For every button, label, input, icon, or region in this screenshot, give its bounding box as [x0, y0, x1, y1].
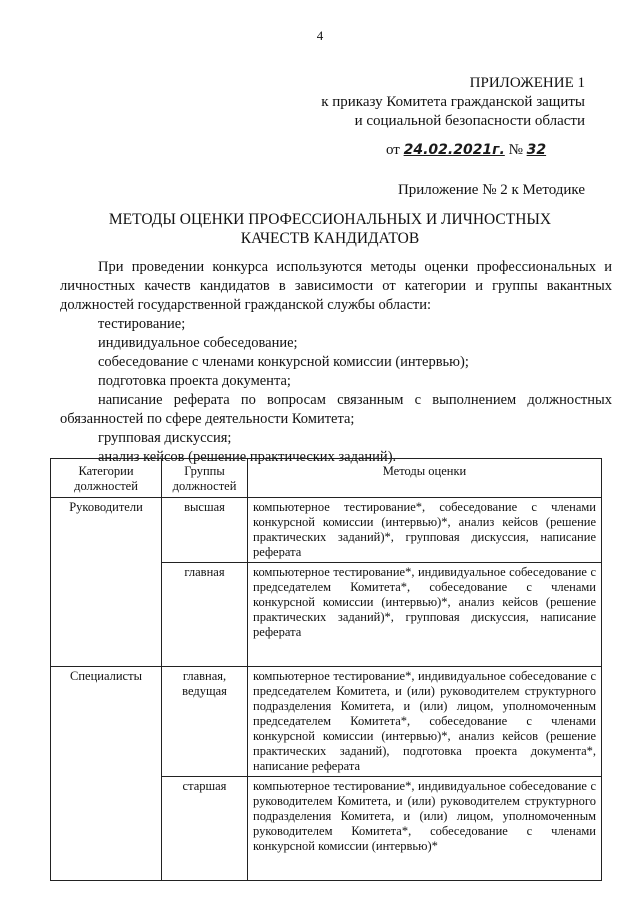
table-row [51, 667, 602, 777]
appendix-header [321, 74, 585, 131]
header-methods: Методы оценки [248, 459, 602, 498]
list-item: групповая дискуссия; [98, 430, 232, 446]
category-cell: Руководители [51, 498, 162, 667]
table-header-row [51, 459, 602, 498]
list-item: тестирование; [98, 316, 186, 332]
appendix-line-2: и социальной безопасности области [354, 113, 585, 129]
order-date-number [386, 142, 546, 159]
page-number: 4 [316, 28, 324, 43]
list-item: анализ кейсов (решение практических заданий). [98, 449, 397, 465]
appendix-title: ПРИЛОЖЕНИЕ 1 [469, 75, 585, 91]
methods-text: компьютерное тестирование*, индивидуальное собеседование с руководителем Комитета, и (или) руководителем структурного подразделения Комитета, и (или) лицом, уполномоченным руководителем Комитета*, собеседование с членами конкурсной комиссии (интервью)* [253, 779, 596, 853]
methods-cell: компьютерное тестирование*, собеседование с членами конкурсной комиссии (интервью)*, анализ кейсов (решение практических заданий)*, групповая дискуссия, написание реферата [248, 498, 602, 563]
handwritten-date: 24.02.2021г. [403, 142, 505, 158]
header-group: Группы должностей [162, 459, 248, 498]
methods-cell: компьютерное тестирование*, индивидуальное собеседование с председателем Комитета, и (или) руководителем структурного подразделения Комитета, и (или) лицом, уполномоченным председателем Комитета*, собеседование с членами конкурсной комиссии (интервью)*, анализ кейсов (решение практических заданий), подготовка проекта документа*, написание реферата [248, 667, 602, 777]
list-item: написание реферата по вопросам связанным с выполнением должностных обязанностей по сфере деятельности Комитета; [60, 392, 612, 427]
document-body [60, 258, 612, 467]
list-item: подготовка проекта документа; [98, 373, 291, 389]
appendix-line-1: к приказу Комитета гражданской защиты [321, 94, 585, 110]
category-cell: Специалисты [51, 667, 162, 881]
methods-cell [248, 777, 602, 881]
list-item: собеседование с членами конкурсной комиссии (интервью); [98, 354, 469, 370]
from-label: от [386, 142, 400, 158]
method-appendix-note: Приложение № 2 к Методике [397, 182, 585, 198]
intro-paragraph: При проведении конкурса используются методы оценки профессиональных и личностных качеств кандидатов в зависимости от категории и группы вакантных должностей государственной гражданской службы области: [60, 259, 612, 313]
methods-cell [248, 563, 602, 667]
group-cell: главная, ведущая [162, 667, 248, 777]
group-cell: старшая [162, 777, 248, 881]
group-cell: высшая [162, 498, 248, 563]
document-title: МЕТОДЫ ОЦЕНКИ ПРОФЕССИОНАЛЬНЫХ И ЛИЧНОСТНЫХ КАЧЕСТВ КАНДИДАТОВ [108, 211, 552, 247]
header-category: Категории должностей [51, 459, 162, 498]
number-label: № [508, 142, 523, 158]
methods-text: компьютерное тестирование*, индивидуальное собеседование с председателем Комитета*, собеседование с членами конкурсной комиссии (интервью)*, анализ кейсов (решение практических заданий)*, групповая дискуссия, написание реферата [253, 565, 596, 639]
group-cell: главная [162, 563, 248, 667]
list-item: индивидуальное собеседование; [98, 335, 298, 351]
methods-table [50, 458, 602, 881]
handwritten-number: 32 [526, 142, 547, 158]
table-row [51, 498, 602, 563]
